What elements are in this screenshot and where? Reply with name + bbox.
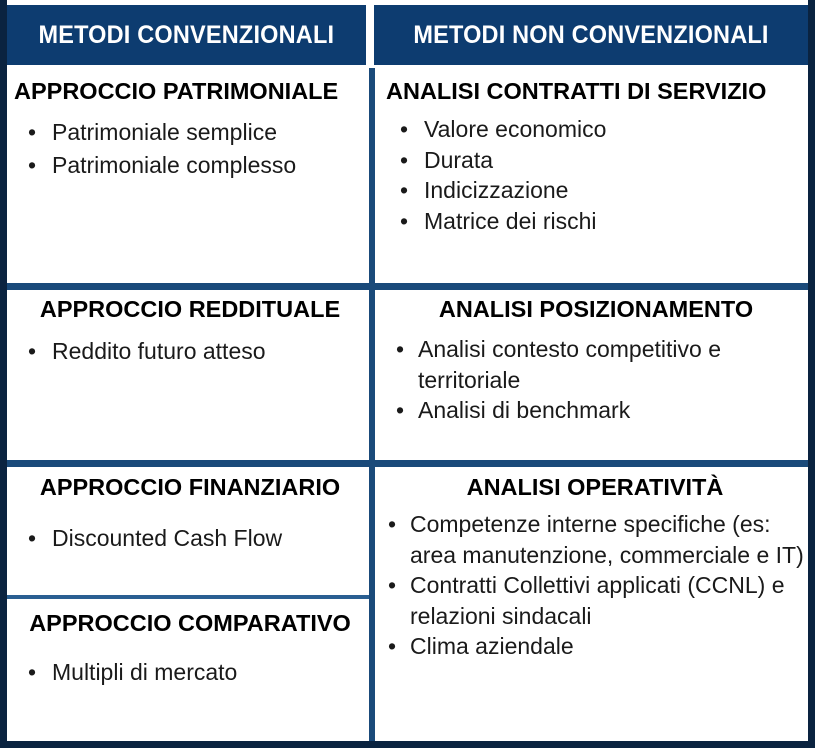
list-item-label: Patrimoniale complesso (52, 151, 297, 178)
bullet-list (14, 336, 366, 367)
bullet-icon: • (400, 146, 409, 173)
list-item (390, 395, 806, 426)
header-cell-conventional (7, 5, 366, 65)
list-item (382, 570, 808, 631)
cell-title: APPROCCIO FINANZIARIO (39, 474, 341, 500)
bullet-list (14, 117, 366, 180)
list-item-label: Valore economico (424, 116, 607, 142)
bullet-icon: • (28, 525, 37, 551)
row-divider-3-left (7, 595, 369, 599)
list-item (22, 523, 366, 554)
list-item-label: Analisi contesto competitivo e territoriale (418, 336, 721, 393)
list-item-label: Indicizzazione (424, 177, 569, 204)
bullet-list (386, 334, 806, 426)
cell-analisi-posizionamento (386, 296, 806, 426)
list-item-label: Reddito futuro atteso (52, 338, 266, 364)
bullet-icon: • (28, 338, 37, 364)
list-item-label: Durata (424, 146, 494, 173)
bullet-icon: • (28, 151, 37, 178)
bullet-list (382, 509, 808, 662)
bullet-icon: • (388, 633, 397, 660)
list-item-label: Contratti Collettivi applicati (CCNL) e relazioni sindacali (410, 572, 785, 629)
cell-title: ANALISI CONTRATTI DI SERVIZIO (386, 78, 767, 104)
row-divider-2 (7, 460, 808, 467)
table-frame-left (0, 0, 7, 748)
list-item (394, 206, 806, 237)
row-divider-1 (7, 283, 808, 290)
cell-approccio-finanziario (14, 474, 366, 556)
header-cell-unconventional (374, 5, 808, 65)
header-label-unconventional: METODI NON CONVENZIONALI (413, 20, 769, 49)
list-item-label: Patrimoniale semplice (52, 119, 277, 145)
cell-analisi-contratti-di-servizio (386, 78, 806, 236)
list-item-label: Multipli di mercato (52, 659, 238, 685)
list-item (394, 145, 806, 176)
bullet-icon: • (400, 207, 409, 234)
cell-title: APPROCCIO PATRIMONIALE (14, 78, 339, 104)
cell-title: APPROCCIO COMPARATIVO (29, 610, 351, 636)
list-item (22, 657, 366, 688)
cell-approccio-comparativo (14, 610, 366, 690)
list-item-label: Competenze interne specifiche (es: area manutenzione, commerciale e IT) (410, 511, 804, 568)
list-item (394, 114, 806, 145)
list-item-label: Discounted Cash Flow (52, 525, 283, 551)
cell-approccio-patrimoniale (14, 78, 366, 182)
cell-title: APPROCCIO REDDITUALE (39, 296, 341, 322)
cell-approccio-reddituale (14, 296, 366, 369)
list-item-label: Matrice dei rischi (424, 207, 597, 234)
table-header-row (0, 0, 815, 68)
bullet-icon: • (396, 336, 405, 362)
bullet-icon: • (400, 177, 409, 204)
cell-title: ANALISI OPERATIVITÀ (466, 474, 724, 500)
bullet-list (14, 657, 366, 688)
bullet-icon: • (388, 572, 397, 599)
list-item (382, 509, 808, 570)
list-item (22, 336, 366, 367)
list-item (22, 150, 366, 181)
bullet-list (14, 523, 366, 554)
bullet-icon: • (28, 659, 37, 685)
bullet-icon: • (388, 511, 397, 537)
bullet-list (386, 114, 806, 236)
table-frame-bottom (0, 741, 815, 748)
bullet-icon: • (396, 397, 405, 424)
list-item-label: Analisi di benchmark (418, 397, 631, 424)
header-label-conventional: METODI CONVENZIONALI (38, 20, 335, 49)
cell-title: ANALISI POSIZIONAMENTO (438, 296, 754, 322)
table-frame-right (808, 0, 815, 748)
list-item (382, 631, 808, 662)
bullet-icon: • (28, 119, 37, 145)
bullet-icon: • (400, 116, 409, 142)
column-divider (369, 68, 375, 741)
list-item (22, 117, 366, 148)
list-item (394, 175, 806, 206)
cell-analisi-operativita (382, 474, 808, 662)
list-item (390, 334, 806, 395)
list-item-label: Clima aziendale (410, 633, 574, 660)
